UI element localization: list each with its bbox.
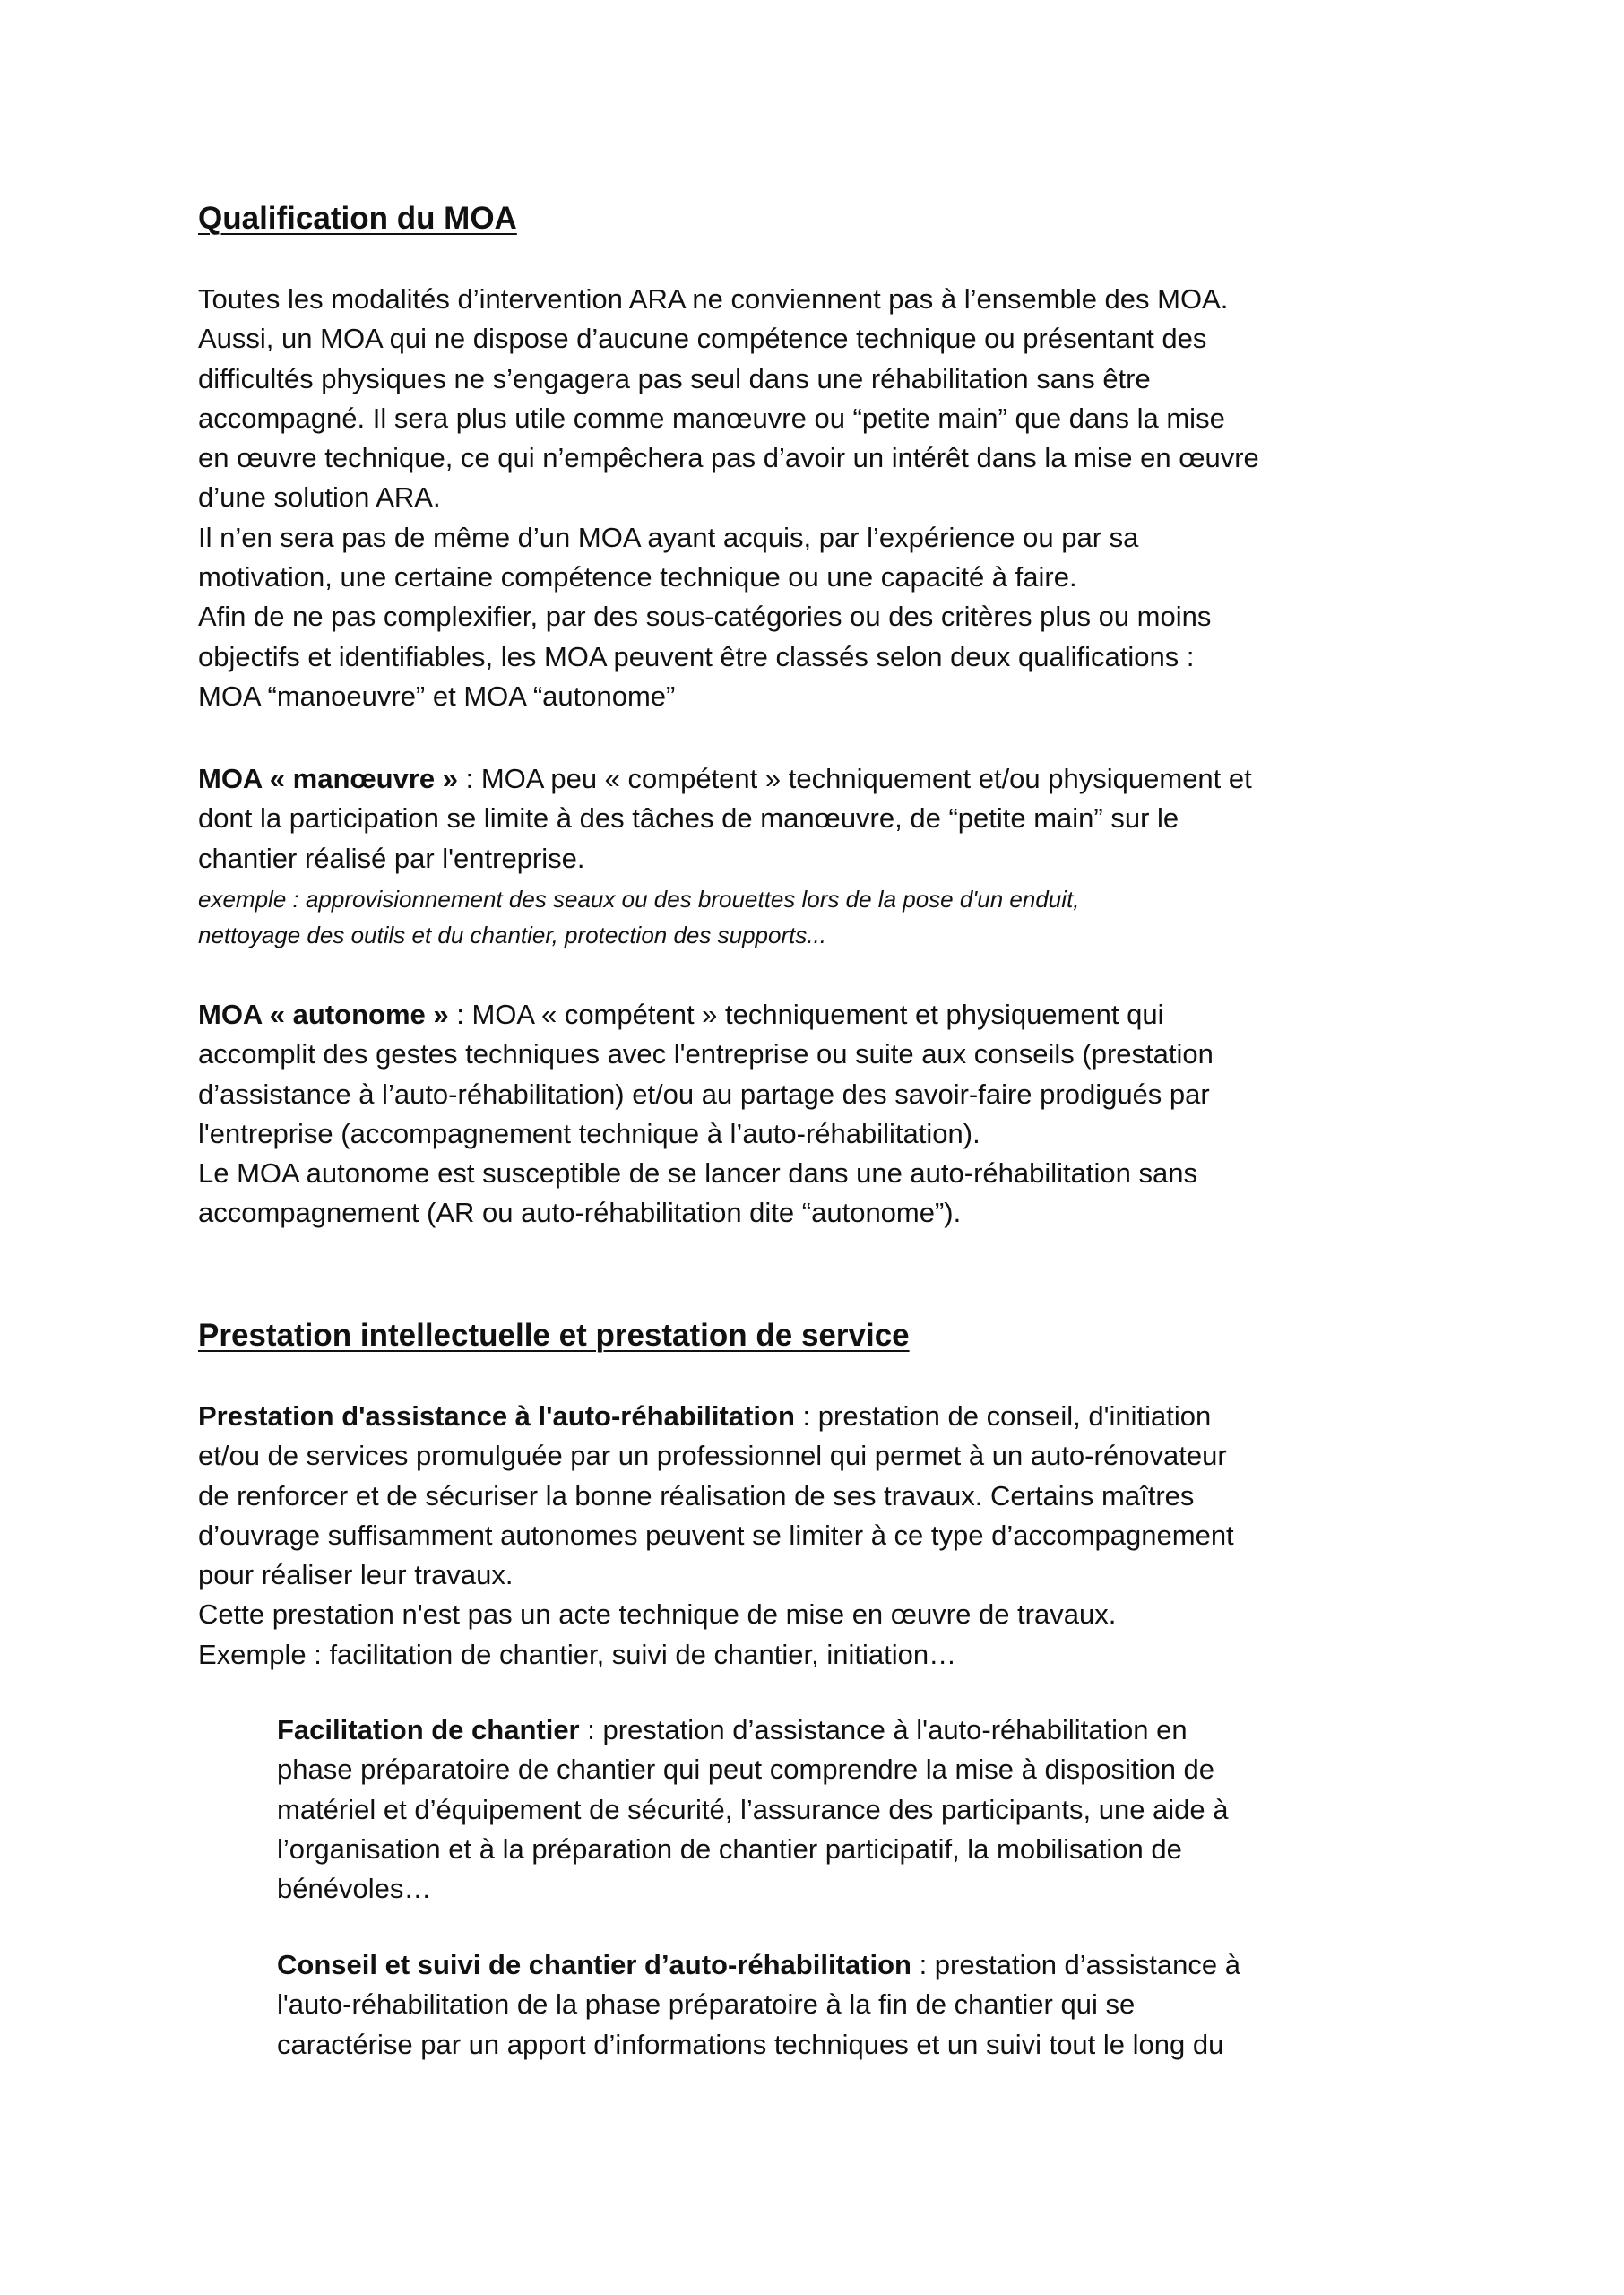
definition-facilitation-chantier: [277, 1710, 1442, 1909]
term-prestation-assistance: Prestation d'assistance à l'auto-réhabilitation: [198, 1400, 795, 1432]
example-moa-manoeuvre: exemple : approvisionnement des seaux ou des brouettes lors de la pose d'un enduit, nettoyage des outils et du chantier, protection des supports...: [198, 886, 1080, 948]
section-title-qualification: Qualification du MOA: [198, 201, 517, 236]
definition-text-moa-autonome: : MOA « compétent » techniquement et physiquement qui accomplit des gestes techniques avec l'entreprise ou suite aux conseils (prestation d’assistance à l’auto-réhabilitation) et/ou au partage des savoir-faire prodigués par l'entreprise (accompagnement technique à l’auto-réhabilitation). Le MOA autonome est susceptible de se lancer dans une auto-réhabilitation sans accompagnement (AR ou auto-réhabilitation dite “autonome”).: [198, 999, 1214, 1229]
definition-moa-autonome: [198, 995, 1453, 1234]
term-facilitation-chantier: Facilitation de chantier: [277, 1714, 580, 1745]
definition-text-conseil-suivi: : prestation d’assistance à l'auto-réhabilitation de la phase préparatoire à la fin de chantier qui se caractérise par un apport d’informations techniques et un suivi tout le long du: [277, 1949, 1240, 2060]
section-title-prestation: Prestation intellectuelle et prestation de service: [198, 1318, 910, 1353]
definition-text-prestation-assistance: : prestation de conseil, d'initiation et/ou de services promulguée par un professionnel qui permet à un auto-rénovateur de renforcer et de sécuriser la bonne réalisation de ses travaux. Certains maîtres d’ouvrage suffisamment autonomes peuvent se limiter à ce type d’accompagnement pour réaliser leur travaux. Cette prestation n'est pas un acte technique de mise en œuvre de travaux. Exemple : facilitation de chantier, suivi de chantier, initiation…: [198, 1400, 1234, 1670]
paragraph-intro: Toutes les modalités d’intervention ARA ne conviennent pas à l’ensemble des MOA. Aussi, un MOA qui ne dispose d’aucune compétence technique ou présentant des difficultés physiques ne s’engagera pas seul dans une réhabilitation sans être accompagné. Il sera plus utile comme manœuvre ou “petite main” que dans la mise en œuvre technique, ce qui n’empêchera pas d’avoir un intérêt dans la mise en œuvre d’une solution ARA. Il n’en sera pas de même d’un MOA ayant acquis, par l’expérience ou par sa motivation, une certaine compétence technique ou une capacité à faire. Afin de ne pas complexifier, par des sous-catégories ou des critères plus ou moins objectifs et identifiables, les MOA peuvent être classés selon deux qualifications : MOA “manoeuvre” et MOA “autonome”: [198, 283, 1259, 712]
term-moa-manoeuvre: MOA « manœuvre »: [198, 763, 458, 794]
definition-text-facilitation-chantier: : prestation d’assistance à l'auto-réhabilitation en phase préparatoire de chantier qui peut comprendre la mise à disposition de matériel et d’équipement de sécurité, l’assurance des participants, une aide à l’organisation et à la préparation de chantier participatif, la mobilisation de bénévoles…: [277, 1714, 1229, 1905]
definition-conseil-suivi: [277, 1945, 1442, 2065]
definition-moa-manoeuvre: [198, 759, 1453, 879]
definition-prestation-assistance: [198, 1397, 1453, 1675]
term-conseil-suivi: Conseil et suivi de chantier d’auto-réhabilitation: [277, 1949, 911, 1980]
term-moa-autonome: MOA « autonome »: [198, 999, 449, 1030]
definition-text-moa-manoeuvre: : MOA peu « compétent » techniquement et/ou physiquement et dont la participation se limite à des tâches de manœuvre, de “petite main” sur le chantier réalisé par l'entreprise.: [198, 763, 1252, 874]
